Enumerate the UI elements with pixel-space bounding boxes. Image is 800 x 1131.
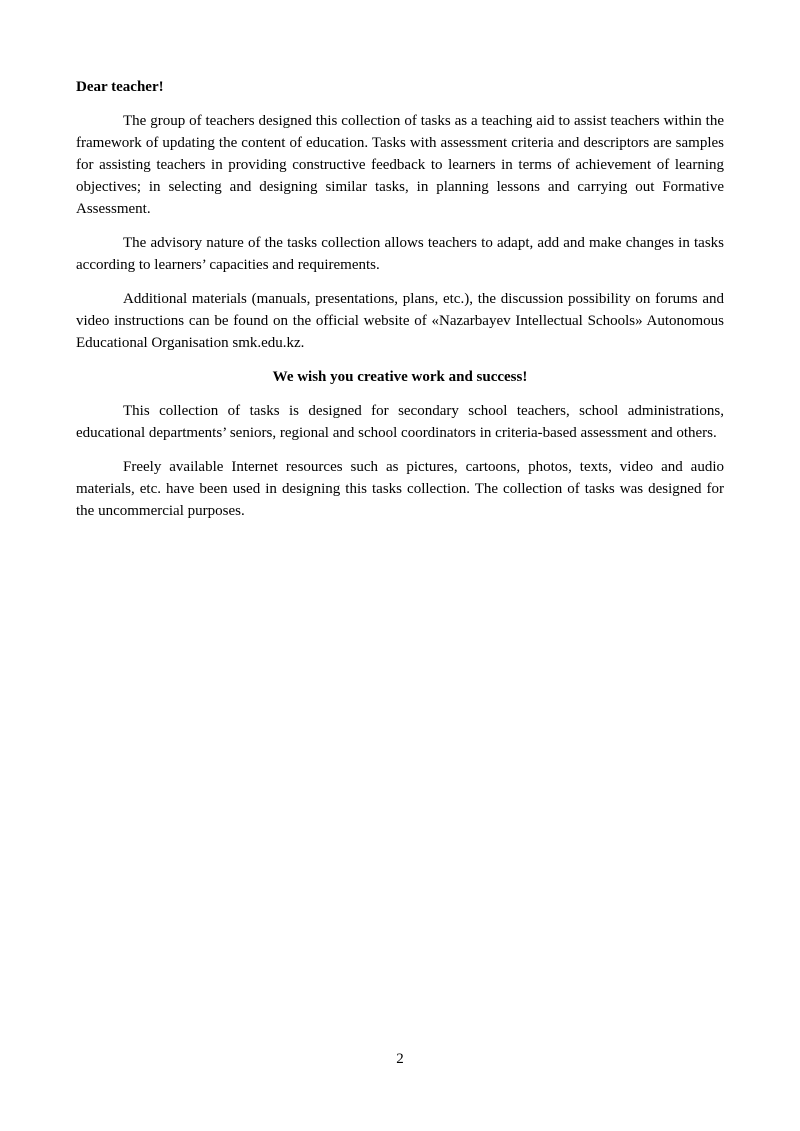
page-number: 2: [396, 1051, 404, 1067]
intro-paragraph-3: Additional materials (manuals, presentations, plans, etc.), the discussion possibility on forums and video instructions can be found on the official website of «Nazarbayev Intellectual Schools» Autonomous Educational Organisation smk.edu.kz.: [76, 291, 724, 351]
wish-heading: We wish you creative work and success!: [272, 369, 528, 385]
greeting-heading: Dear teacher!: [76, 79, 164, 95]
outro-paragraph-2: Freely available Internet resources such as pictures, cartoons, photos, texts, video and audio materials, etc. have been used in designing this tasks collection. The collection of tasks was designed for the uncommercial purposes.: [76, 459, 724, 519]
intro-paragraph-1: The group of teachers designed this collection of tasks as a teaching aid to assist teachers within the framework of updating the content of education. Tasks with assessment criteria and descriptors are samples for assisting teachers in providing constructive feedback to learners in terms of achievement of learning objectives; in selecting and designing similar tasks, in planning lessons and carrying out Formative Assessment.: [76, 113, 724, 217]
page-content: [76, 76, 724, 534]
outro-paragraph-1: This collection of tasks is designed for secondary school teachers, school administrations, educational departments’ seniors, regional and school coordinators in criteria-based assessment and others.: [76, 403, 724, 441]
intro-paragraph-2: The advisory nature of the tasks collection allows teachers to adapt, add and make changes in tasks according to learners’ capacities and requirements.: [76, 235, 724, 273]
